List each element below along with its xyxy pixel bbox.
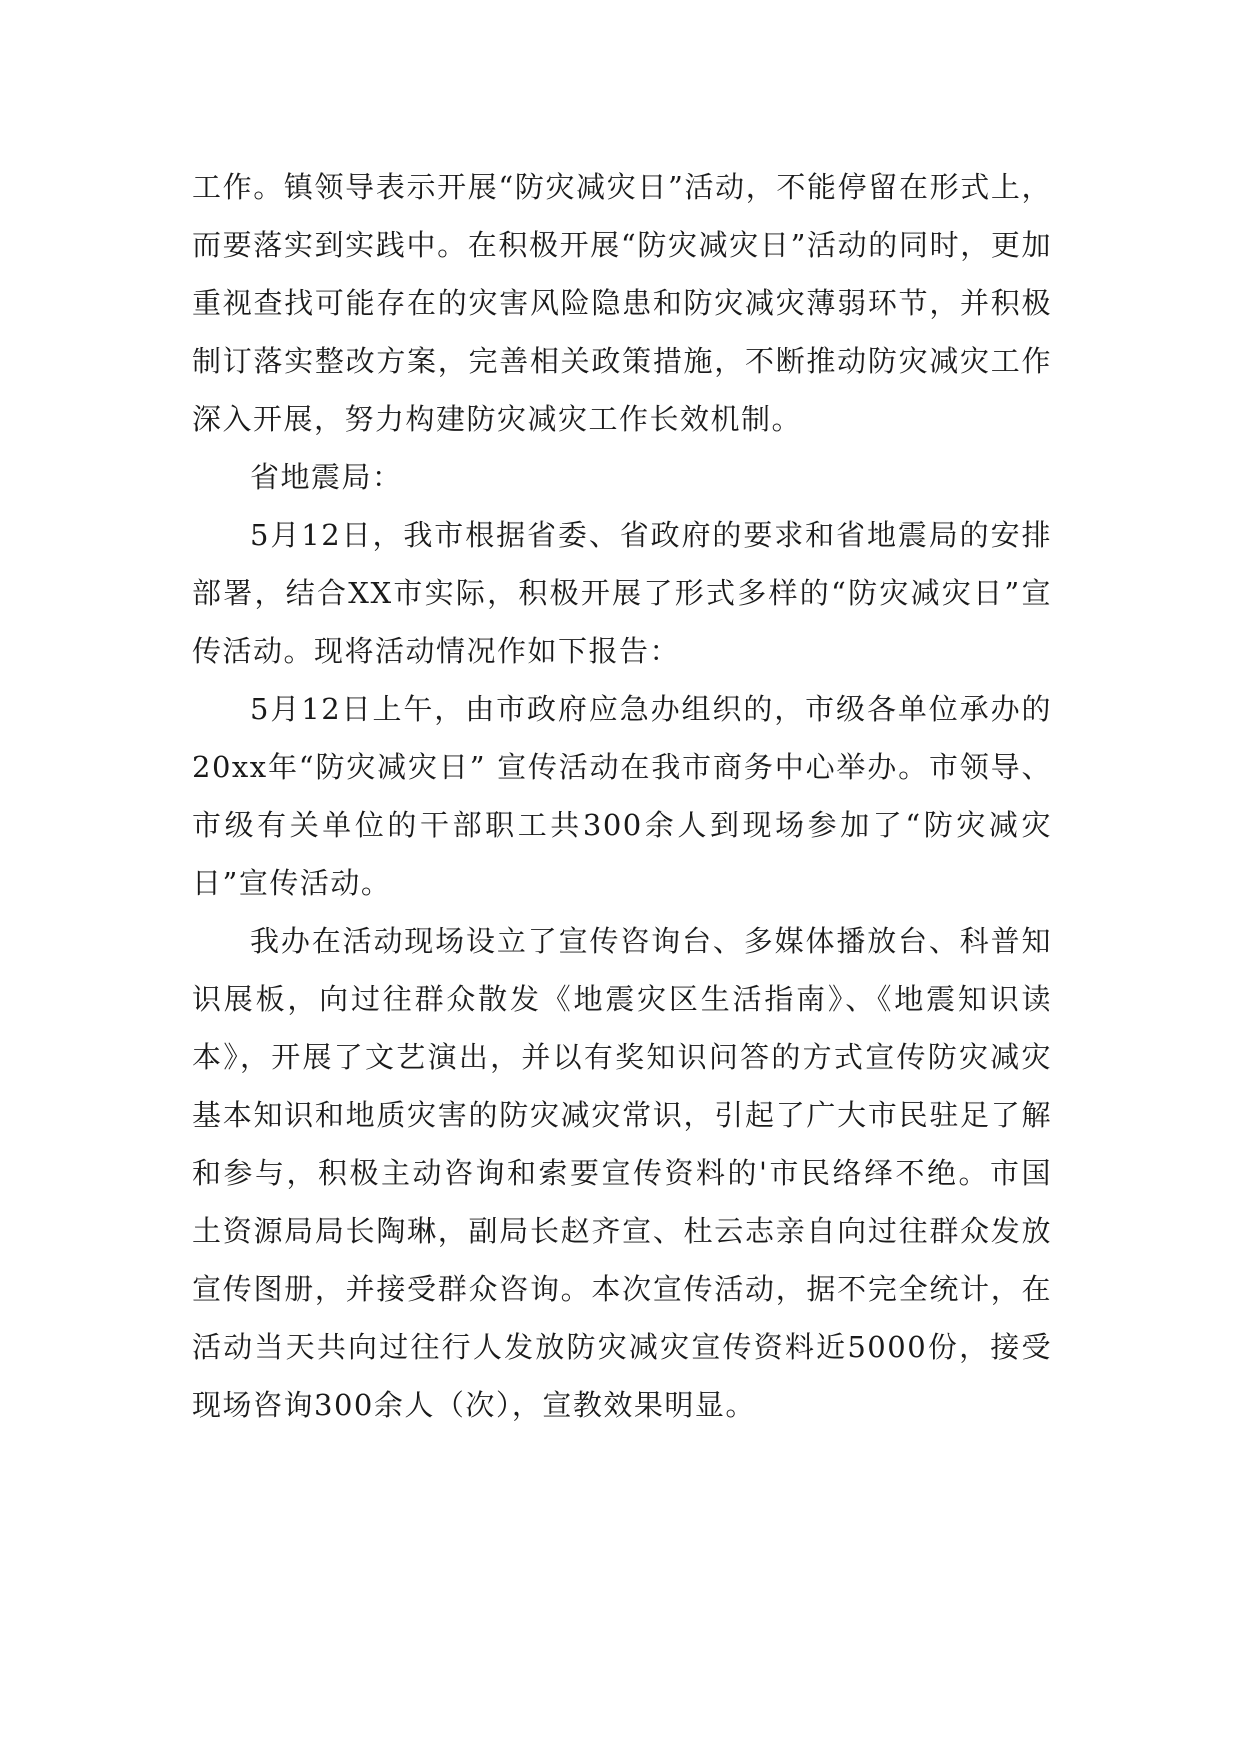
paragraph-closing-previous: 工作。镇领导表示开展“防灾减灾日”活动，不能停留在形式上，而要落实到实践中。在积极开展“防灾减灾日”活动的同时，更加重视查找可能存在的灾害风险隐患和防灾减灾薄弱环节，并积极制订落实整改方案，完善相关政策措施，不断推动防灾减灾工作深入开展，努力构建防灾减灾工作长效机制。 <box>192 170 1052 436</box>
paragraph-activities: 我办在活动现场设立了宣传咨询台、多媒体播放台、科普知识展板，向过往群众散发《地震灾区生活指南》、《地震知识读本》，开展了文艺演出，并以有奖知识问答的方式宣传防灾减灾基本知识和地质灾害的防灾减灾常识，引起了广大市民驻足了解和参与，积极主动咨询和索要宣传资料的'市民络绎不绝。市国土资源局局长陶琳，副局长赵齐宣、杜云志亲自向过往群众发放宣传图册，并接受群众咨询。本次宣传活动，据不完全统计，在活动当天共向过往行人发放防灾减灾宣传资料近5000份，接受现场咨询300余人（次），宣教效果明显。 <box>192 924 1052 1422</box>
document-page <box>192 158 1052 1434</box>
paragraph-salutation: 省地震局： <box>250 460 403 494</box>
paragraph-event: 5月12日上午，由市政府应急办组织的，市级各单位承办的20xx年“防灾减灾日” 宣传活动在我市商务中心举办。市领导、市级有关单位的干部职工共300余人到现场参加了“防灾减灾日”宣传活动。 <box>192 692 1052 900</box>
paragraph-intro: 5月12日，我市根据省委、省政府的要求和省地震局的安排部署，结合XX市实际，积极开展了形式多样的“防灾减灾日”宣传活动。现将活动情况作如下报告： <box>192 518 1052 668</box>
